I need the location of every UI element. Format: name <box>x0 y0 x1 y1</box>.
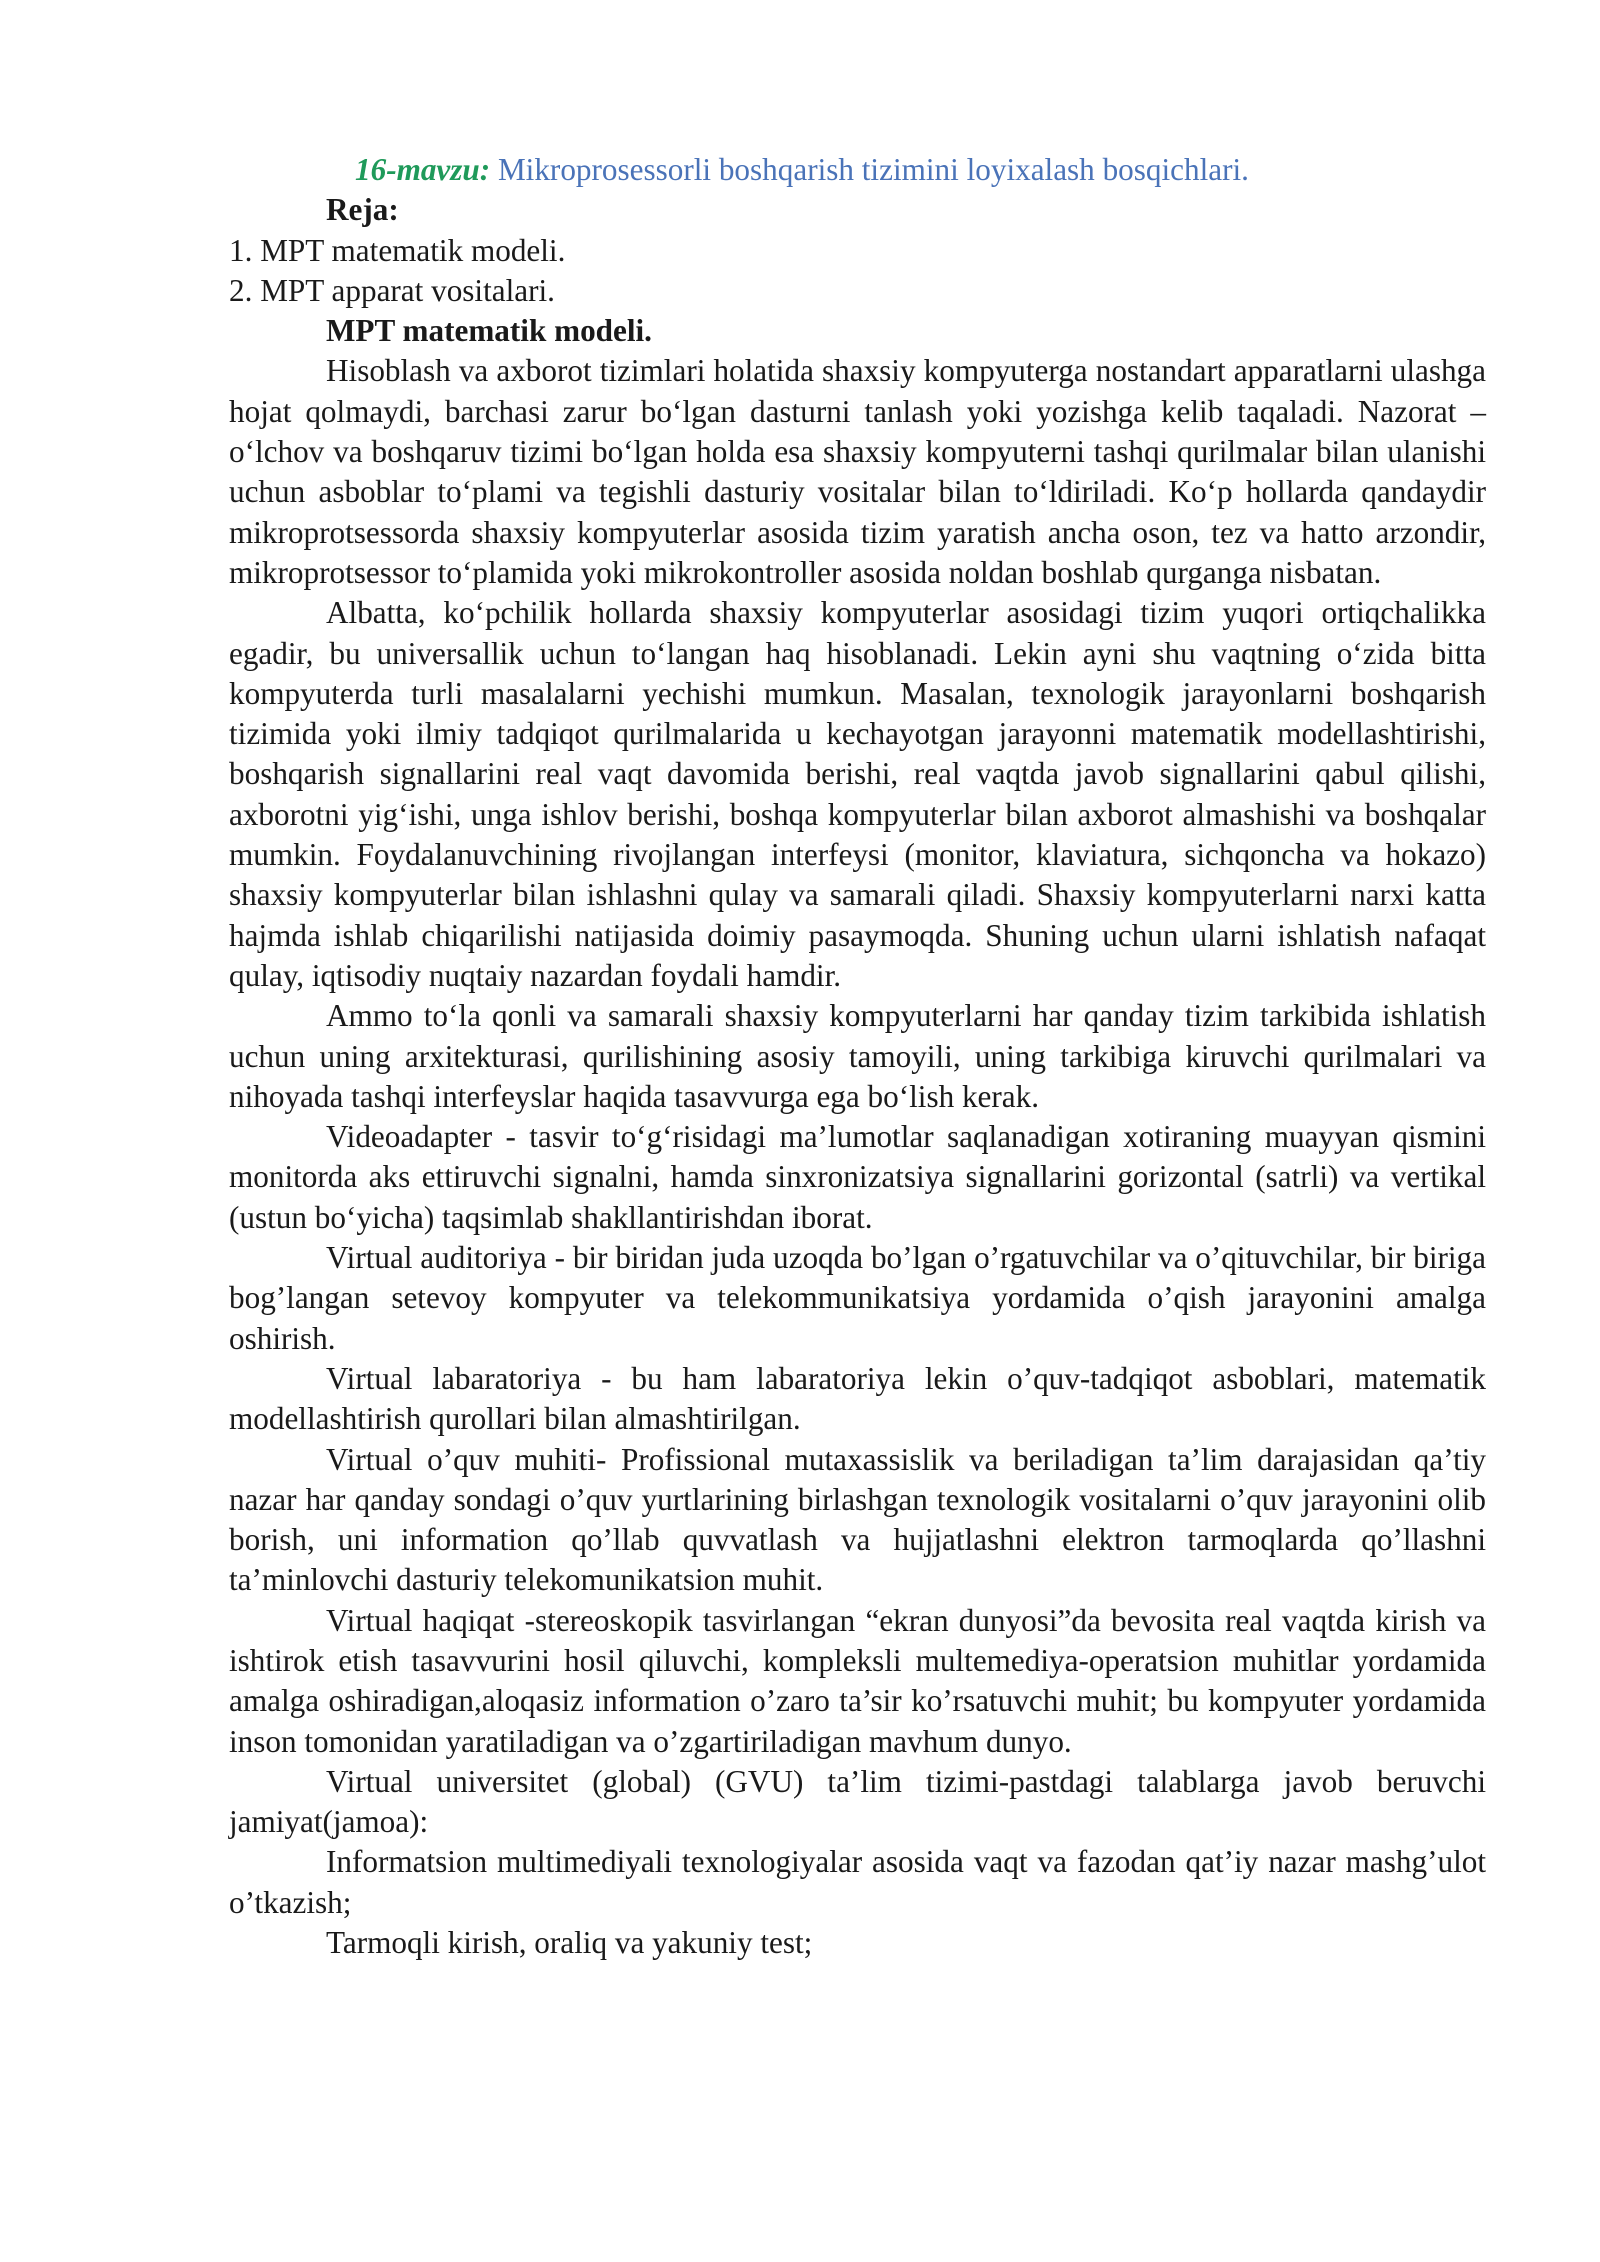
section-heading: MPT matematik modeli. <box>326 313 652 349</box>
document-page <box>229 150 1486 1963</box>
paragraph: Albatta, koʻpchilik hollarda shaxsiy kompyuterlar asosidagi tizim yuqori ortiqchalikka egadir, bu universallik uchun toʻlangan haq hisoblanadi. Lekin ayni shu vaqtning oʻzida bitta kompyuterda turli masalalarni yechishi mumkun. Masalan, texnologik jarayonlarni boshqarish tizimida yoki ilmiy tadqiqot qurilmalarida u kechayotgan jarayonni matematik modellashtirishi, boshqarish signallarini real vaqt davomida berishi, real vaqtda javob signallarini qabul qilishi, axborotni yigʻishi, unga ishlov berishi, boshqa kompyuterlar bilan axborot almashishi va boshqalar mumkin. Foydalanuvchining rivojlangan interfeysi (monitor, klaviatura, sichqoncha va hokazo) shaxsiy kompyuterlar bilan ishlashni qulay va samarali qiladi. Shaxsiy kompyuterlarni narxi katta hajmda ishlab chiqarilishi natijasida doimiy pasaymoqda. Shuning uchun ularni ishlatish nafaqat qulay, iqtisodiy nuqtaiy nazardan foydali hamdir. <box>229 595 1486 993</box>
plan-item: 2. MPT apparat vositalari. <box>229 272 555 308</box>
plan-item: 1. MPT matematik modeli. <box>229 232 566 268</box>
paragraph: Virtual o’quv muhiti- Profissional mutaxassislik va beriladigan ta’lim darajasidan qa’tiy nazar har qanday sondagi o’quv yurtlarining birlashgan texnologik vositalarni o’quv jarayonini olib borish, uni information qo’llab quvvatlash va hujjatlashni elektron tarmoqlarda qo’llashni ta’minlovchi dasturiy telekomunikatsion muhit. <box>229 1441 1486 1598</box>
paragraph: Ammo toʻla qonli va samarali shaxsiy kompyuterlarni har qanday tizim tarkibida ishlatish uchun uning arxitekturasi, qurilishining asosiy tamoyili, uning tarkibiga kiruvchi qurilmalari va nihoyada tashqi interfeyslar haqida tasavvurga ega boʻlish kerak. <box>229 998 1486 1114</box>
topic-number: 16-mavzu: <box>355 152 491 187</box>
paragraph: Virtual labaratoriya - bu ham labaratoriya lekin o’quv-tadqiqot asboblari, matematik modellashtirish qurollari bilan almashtirilgan. <box>229 1360 1486 1437</box>
paragraph: Virtual auditoriya - bir biridan juda uzoqda bo’lgan o’rgatuvchilar va o’qituvchilar, bir biriga bog’langan setevoy kompyuter va telekommunikatsiya yordamida o’qish jarayonini amalga oshirish. <box>229 1240 1486 1356</box>
paragraph: Informatsion multimediyali texnologiyalar asosida vaqt va fazodan qat’iy nazar mashg’ulot o’tkazish; <box>229 1844 1486 1920</box>
paragraph: Virtual universitet (global) (GVU) ta’lim tizimi-pastdagi talablarga javob beruvchi jamiyat(jamoa): <box>229 1763 1486 1840</box>
paragraph: Hisoblash va axborot tizimlari holatida shaxsiy kompyuterga nostandart apparatlarni ulashga hojat qolmaydi, barchasi zarur boʻlgan dasturni tanlash yoki yozishga kelib taqaladi. Nazorat – oʻlchov va boshqaruv tizimi boʻlgan holda esa shaxsiy kompyuterni tashqi qurilmalar bilan ulanishi uchun asboblar toʻplami va tegishli dasturiy vositalar bilan toʻldiriladi. Koʻp hollarda qandaydir mikroprotsessorda shaxsiy kompyuterlar asosida tizim yaratish ancha oson, tez va hatto arzondir, mikroprotsessor toʻplamida yoki mikrokontroller asosida noldan boshlab qurganga nisbatan. <box>229 353 1486 590</box>
paragraph: Tarmoqli kirish, oraliq va yakuniy test; <box>326 1925 813 1961</box>
paragraph: Virtual haqiqat -stereoskopik tasvirlangan “ekran dunyosi”da bevosita real vaqtda kirish va ishtirok etish tasavvurini hosil qiluvchi, kompleksli multemediya-operatsion muhitlar yordamida amalga oshiradigan,aloqasiz information o’zaro ta’sir ko’rsatuvchi muhit; bu kompyuter yordamida inson tomonidan yaratiladigan va o’zgartiriladigan mavhum dunyo. <box>229 1602 1486 1759</box>
topic-text: Mikroprosessorli boshqarish tizimini loyixalash bosqichlari. <box>497 152 1249 187</box>
topic-title <box>229 150 1486 190</box>
plan-heading: Reja: <box>326 192 399 228</box>
paragraph: Videoadapter - tasvir toʻgʻrisidagi maʼlumotlar saqlanadigan xotiraning muayyan qismini monitorda aks ettiruvchi signalni, hamda sinxronizatsiya signallarini gorizontal (satrli) va vertikal (ustun boʻyicha) taqsimlab shakllantirishdan iborat. <box>229 1119 1486 1235</box>
